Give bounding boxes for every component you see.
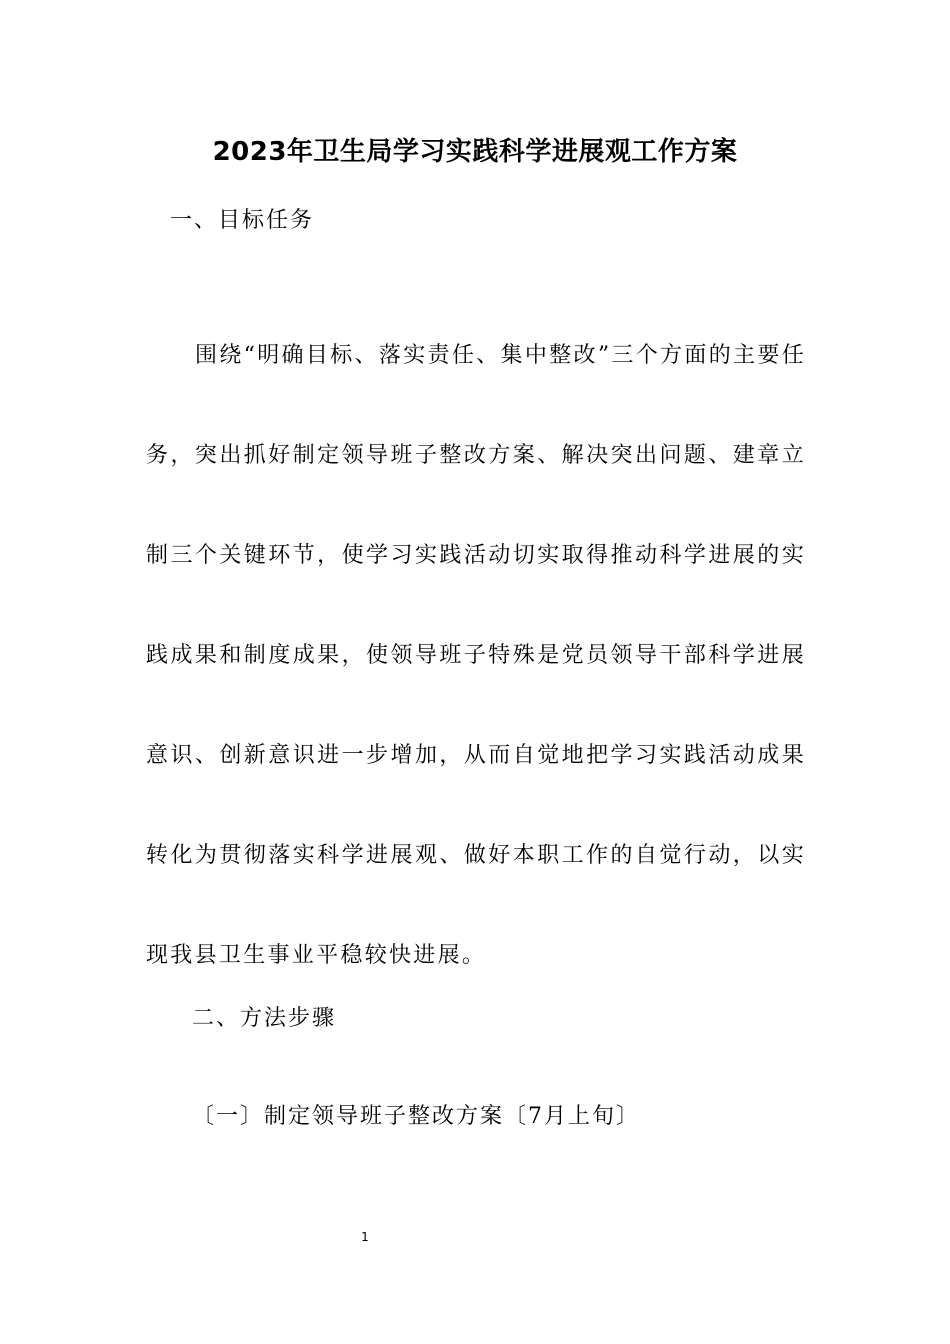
page-number: 1 [361,1230,369,1244]
subsection-heading-rectification-plan: 〔一〕制定领导班子整改方案〔7月上旬〕 [192,1104,640,1129]
section-body-goals: 围绕“明确目标、落实责任、集中整改”三个方面的主要任务，突出抓好制定领导班子整改方案、解决突出问题、建章立制三个关键环节，使学习实践活动切实取得推动科学进展的实践成果和制度成果，使领导班子特殊是党员领导干部科学进展意识、创新意识进一步增加，从而自觉地把学习实践活动成果转化为贯彻落实科学进展观、做好本职工作的自觉行动，以实现我县卫生事业平稳较快进展。 [146,343,806,968]
document-title: 2023年卫生局学习实践科学进展观工作方案 [212,137,738,167]
section-heading-goals: 一、目标任务 [170,208,315,233]
section-heading-methods: 二、方法步骤 [192,1006,337,1031]
